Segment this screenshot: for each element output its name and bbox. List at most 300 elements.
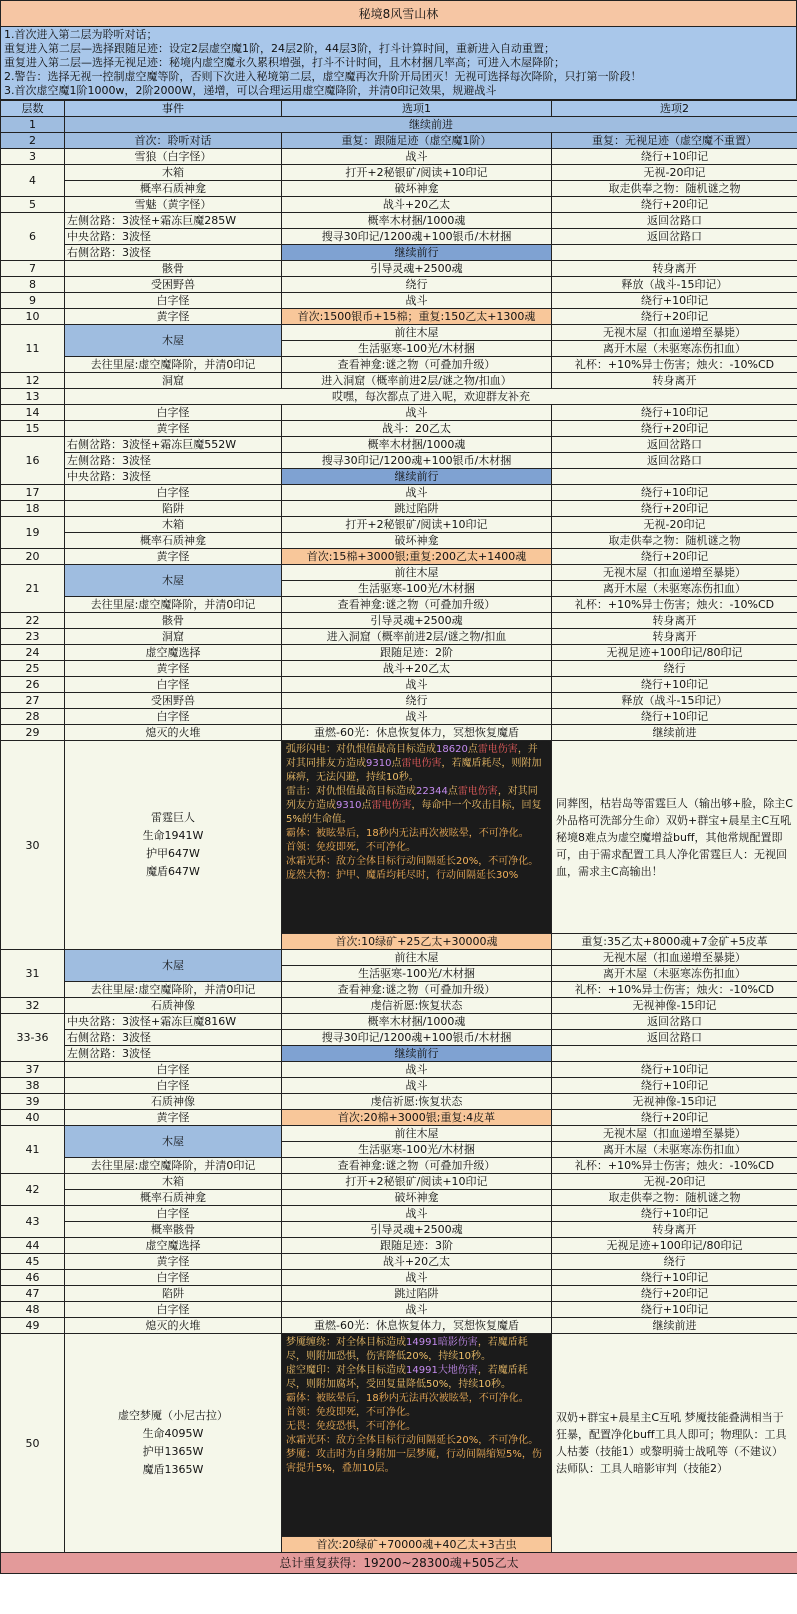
option2-cell: 无视神像-15印记 — [552, 1094, 797, 1110]
option1-cell: 首次:20棉+3000银;重复:4皮革 — [282, 1110, 552, 1126]
table-row — [1, 1238, 797, 1254]
table-row — [1, 149, 797, 165]
table-row — [1, 469, 797, 485]
table-row — [1, 229, 797, 245]
option2-cell: 绕行+20印记 — [552, 309, 797, 325]
event-cell: 白字怪 — [65, 1078, 282, 1094]
option1-cell: 虔信祈愿:恢复状态 — [282, 998, 552, 1014]
boss-skill: 弧形闪电：对仇恨值最高目标造成18620点雷电伤害，并对其同排友方造成9310点雷电伤害，若魔盾耗尽，则附加麻痹，无法闪避，持续10秒。 — [286, 744, 542, 783]
floor-number: 11 — [1, 325, 65, 373]
table-row — [1, 950, 797, 966]
floor-number: 41 — [1, 1126, 65, 1174]
event-cell: 概率石质神龛 — [65, 533, 282, 549]
floor-number: 9 — [1, 293, 65, 309]
event-cell: 左侧岔路：3波怪 — [65, 1046, 282, 1062]
event-cell: 木箱 — [65, 1174, 282, 1190]
floor-number: 15 — [1, 421, 65, 437]
option1-cell: 继续前行 — [282, 469, 552, 485]
option2-cell: 离开木屋（未驱寒冻伤扣血） — [552, 966, 797, 982]
floor-number: 40 — [1, 1110, 65, 1126]
table-row — [1, 309, 797, 325]
option1-cell: 生活驱寒-100光/木材捆 — [282, 581, 552, 597]
option1-cell: 进入洞窟（概率前进2层/谜之物/扣血 — [282, 629, 552, 645]
option2-cell: 绕行 — [552, 1254, 797, 1270]
option2-cell: 返回岔路口 — [552, 453, 797, 469]
option1-cell: 生活驱寒-100光/木材捆 — [282, 1142, 552, 1158]
boss-skill-box — [282, 741, 552, 934]
option1-cell: 绕行 — [282, 277, 552, 293]
table-row — [1, 1302, 797, 1318]
table-row — [1, 1334, 797, 1537]
floor-number: 16 — [1, 437, 65, 485]
note-line: 重复进入第二层—选择无视足迹：秘境内虚空魔永久累积增强，打斗不计时间，且木材捆几率高；可进入木屋降阶； — [4, 56, 565, 69]
event-cell: 中央岔路：3波怪+霜冻巨魔816W — [65, 1014, 282, 1030]
event-cell: 石质神像 — [65, 998, 282, 1014]
event-cell: 石质神像 — [65, 1094, 282, 1110]
floor-number: 46 — [1, 1270, 65, 1286]
option1-cell: 继续前行 — [282, 1046, 552, 1062]
option2-cell: 释放（战斗-15印记） — [552, 277, 797, 293]
option1-cell: 跳过陷阱 — [282, 1286, 552, 1302]
event-cell: 木屋 — [65, 325, 282, 357]
event-cell: 陷阱 — [65, 501, 282, 517]
table-row — [1, 485, 797, 501]
notes-block — [0, 27, 797, 100]
table-row — [1, 741, 797, 934]
option2-cell: 返回岔路口 — [552, 1014, 797, 1030]
boss-armor: 护甲1365W — [142, 1445, 204, 1458]
option2-cell: 取走供奉之物：随机谜之物 — [552, 181, 797, 197]
event-cell: 黄字怪 — [65, 1110, 282, 1126]
event-cell: 木箱 — [65, 165, 282, 181]
option1-cell: 跳过陷阱 — [282, 501, 552, 517]
floor-number: 25 — [1, 661, 65, 677]
event-cell: 白字怪 — [65, 709, 282, 725]
boss-armor: 护甲647W — [146, 847, 200, 860]
event-cell: 熄灭的火堆 — [65, 1318, 282, 1334]
option2-cell: 绕行+10印记 — [552, 149, 797, 165]
floor-number: 22 — [1, 613, 65, 629]
option1-cell: 虔信祈愿:恢复状态 — [282, 1094, 552, 1110]
event-cell: 陷阱 — [65, 1286, 282, 1302]
option1-cell: 战斗 — [282, 1078, 552, 1094]
option1-cell: 概率木材捆/1000魂 — [282, 437, 552, 453]
option2-cell: 离开木屋（未驱寒冻伤扣血） — [552, 341, 797, 357]
floor-number: 50 — [1, 1334, 65, 1553]
total-text: 总计重复获得：19200~28300魂+505乙太 — [1, 1553, 797, 1574]
event-cell: 木屋 — [65, 565, 282, 597]
option1-cell: 重燃-60光：休息恢复体力，冥想恢复魔盾 — [282, 725, 552, 741]
option2-cell: 转身离开 — [552, 373, 797, 389]
option1-cell: 搜寻30印记/1200魂+100银币/木材捆 — [282, 229, 552, 245]
option2-cell: 礼杯：+10%异士伤害；烛火：-10%CD — [552, 982, 797, 998]
table-row — [1, 549, 797, 565]
table-row — [1, 517, 797, 533]
option1-cell: 战斗 — [282, 1062, 552, 1078]
event-cell: 白字怪 — [65, 485, 282, 501]
table-row — [1, 677, 797, 693]
option1-cell: 战斗 — [282, 149, 552, 165]
option1-cell: 引导灵魂+2500魂 — [282, 613, 552, 629]
boss-passive: 首领：免疫即死，不可净化。 — [286, 1407, 416, 1418]
option1-cell: 战斗 — [282, 293, 552, 309]
option1-cell: 前往木屋 — [282, 565, 552, 581]
table-row — [1, 357, 797, 373]
floor-number: 26 — [1, 677, 65, 693]
option1-cell: 概率木材捆/1000魂 — [282, 213, 552, 229]
table-row — [1, 245, 797, 261]
event-cell: 去往里屋:虚空魔降阶，并清0印记 — [65, 357, 282, 373]
option1-cell: 生活驱寒-100光/木材捆 — [282, 966, 552, 982]
option1-cell: 绕行 — [282, 693, 552, 709]
option2-cell: 绕行+10印记 — [552, 1206, 797, 1222]
event-cell: 右侧岔路：3波怪+霜冻巨魔552W — [65, 437, 282, 453]
note-line: 重复进入第二层—选择跟随足迹：设定2层虚空魔1阶，24层2阶，44层3阶，打斗计算时间，重新进入自动重置； — [4, 42, 555, 55]
event-cell: 虚空魔选择 — [65, 645, 282, 661]
option2-cell: 离开木屋（未驱寒冻伤扣血） — [552, 1142, 797, 1158]
option2-cell: 无视木屋（扣血递增至暴毙） — [552, 1126, 797, 1142]
table-row — [1, 533, 797, 549]
floor-number: 42 — [1, 1174, 65, 1206]
table-row — [1, 565, 797, 581]
table-row — [1, 405, 797, 421]
event-cell: 洞窟 — [65, 629, 282, 645]
event-cell: 右侧岔路：3波怪 — [65, 245, 282, 261]
floor-number: 3 — [1, 149, 65, 165]
option2-cell: 无视-20印记 — [552, 517, 797, 533]
table-row — [1, 982, 797, 998]
event-cell: 概率石质神龛 — [65, 181, 282, 197]
floor-number: 32 — [1, 998, 65, 1014]
boss-passive: 无畏：免疫恐惧，不可净化。 — [286, 1421, 416, 1432]
option1-cell: 重复：跟随足迹（虚空魔1阶） — [282, 133, 552, 149]
floor-number: 17 — [1, 485, 65, 501]
table-row — [1, 453, 797, 469]
floor-number: 24 — [1, 645, 65, 661]
table-row — [1, 277, 797, 293]
row-span-text: 继续前进 — [65, 117, 797, 133]
boss-skill-box — [282, 1334, 552, 1537]
boss-skill: 虚空魔印：对全体目标造成14991大地伤害，若魔盾耗尽，则附加腐坏，受回复量降低50%，持续10秒。 — [286, 1365, 528, 1390]
event-cell: 木屋 — [65, 1126, 282, 1158]
option1-cell: 破坏神龛 — [282, 533, 552, 549]
option1-cell: 战斗 — [282, 709, 552, 725]
note-line: 2.警告：选择无视一控制虚空魔等阶，否则下次进入秘境第二层，虚空魔再次升阶开局团灭！无视可选择每次降阶，只打第一阶段！ — [4, 70, 642, 83]
table-row — [1, 261, 797, 277]
floor-number: 8 — [1, 277, 65, 293]
option1-cell: 前往木屋 — [282, 325, 552, 341]
table-row — [1, 1046, 797, 1062]
boss-info — [65, 1334, 282, 1553]
option2-cell: 无视-20印记 — [552, 1174, 797, 1190]
option2-cell: 绕行+20印记 — [552, 421, 797, 437]
table-row — [1, 1110, 797, 1126]
table-row — [1, 117, 797, 133]
option1-cell: 战斗：20乙太 — [282, 421, 552, 437]
table-row — [1, 373, 797, 389]
option1-cell: 查看神龛:谜之物（可叠加升级） — [282, 1158, 552, 1174]
option2-cell: 绕行+20印记 — [552, 1286, 797, 1302]
event-cell: 黄字怪 — [65, 309, 282, 325]
option2-cell: 绕行 — [552, 661, 797, 677]
option2-cell: 返回岔路口 — [552, 229, 797, 245]
option2-cell: 绕行+20印记 — [552, 197, 797, 213]
table-row — [1, 1014, 797, 1030]
note-line: 1.首次进入第二层为聆听对话； — [4, 28, 158, 41]
option2-cell: 返回岔路口 — [552, 213, 797, 229]
option2-cell: 无视木屋（扣血递增至暴毙） — [552, 565, 797, 581]
event-cell: 黄字怪 — [65, 549, 282, 565]
option2-cell: 无视足迹+100印记/80印记 — [552, 645, 797, 661]
floor-number: 47 — [1, 1286, 65, 1302]
floor-number: 13 — [1, 389, 65, 405]
option2-cell — [552, 1046, 797, 1062]
event-cell: 白字怪 — [65, 677, 282, 693]
option2-cell: 绕行+20印记 — [552, 501, 797, 517]
floor-number: 5 — [1, 197, 65, 213]
table-row — [1, 1174, 797, 1190]
event-cell: 熄灭的火堆 — [65, 725, 282, 741]
reward-first: 首次:20绿矿+70000魂+40乙太+3古虫 — [282, 1537, 552, 1553]
boss-skill: 梦魇缠绕：对全体目标造成14991暗影伤害，若魔盾耗尽，则附加恐惧，伤害降低20%，持续10秒。 — [286, 1337, 528, 1362]
option1-cell: 重燃-60光：休息恢复体力，冥想恢复魔盾 — [282, 1318, 552, 1334]
table-row — [1, 1062, 797, 1078]
option2-cell: 无视足迹+100印记/80印记 — [552, 1238, 797, 1254]
floor-number: 29 — [1, 725, 65, 741]
boss-name: 虚空梦魇（小尼古拉） — [118, 1409, 228, 1422]
option2-cell: 无视神像-15印记 — [552, 998, 797, 1014]
table-row — [1, 293, 797, 309]
reward-repeat: 重复:35乙太+8000魂+7金矿+5皮革 — [552, 934, 797, 950]
floor-number: 37 — [1, 1062, 65, 1078]
reward-first: 首次:10绿矿+25乙太+30000魂 — [282, 934, 552, 950]
event-cell: 中央岔路：3波怪 — [65, 469, 282, 485]
table-row — [1, 197, 797, 213]
table-row — [1, 1030, 797, 1046]
floor-number: 45 — [1, 1254, 65, 1270]
event-cell: 木屋 — [65, 950, 282, 982]
option1-cell: 跟随足迹：3阶 — [282, 1238, 552, 1254]
event-cell: 虚空魔选择 — [65, 1238, 282, 1254]
boss-info — [65, 741, 282, 950]
option1-cell: 跟随足迹：2阶 — [282, 645, 552, 661]
option2-cell: 礼杯：+10%异士伤害；烛火：-10%CD — [552, 597, 797, 613]
option1-cell: 搜寻30印记/1200魂+100银币/木材捆 — [282, 1030, 552, 1046]
event-cell: 雪狼（白字怪） — [65, 149, 282, 165]
table-row — [1, 165, 797, 181]
boss-passive: 冰霜光环：敌方全体目标行动间隔延长20%，不可净化。 — [286, 856, 539, 867]
table-row — [1, 1158, 797, 1174]
option2-cell: 重复：无视足迹（虚空魔不重置） — [552, 133, 797, 149]
option2-cell: 无视木屋（扣血递增至暴毙） — [552, 950, 797, 966]
total-row — [1, 1553, 797, 1574]
floor-number: 6 — [1, 213, 65, 261]
table-row — [1, 1254, 797, 1270]
option1-cell: 前往木屋 — [282, 950, 552, 966]
strategy-tip: 同葬图，枯岩岛等雷霆巨人（输出够+脸，除主C外品格可洗部分生命）双奶+群宝+晨星主C互吼 秘境8难点为虚空魔增益buff，其他常规配置即可，由于需求配置工具人净化雷霆巨人：无视回血，需求主C高输出！ — [552, 741, 797, 934]
table-row — [1, 709, 797, 725]
floor-number: 44 — [1, 1238, 65, 1254]
option1-cell: 查看神龛:谜之物（可叠加升级） — [282, 597, 552, 613]
boss-passive: 冰霜光环：敌方全体目标行动间隔延长20%，不可净化。 — [286, 1435, 539, 1446]
table-row — [1, 597, 797, 613]
event-cell: 雪魅（黄字怪） — [65, 197, 282, 213]
floor-number: 4 — [1, 165, 65, 197]
option1-cell: 战斗 — [282, 1206, 552, 1222]
event-cell: 白字怪 — [65, 1270, 282, 1286]
event-cell: 白字怪 — [65, 1206, 282, 1222]
option2-cell: 离开木屋（未驱寒冻伤扣血） — [552, 581, 797, 597]
floor-number: 21 — [1, 565, 65, 613]
boss-hp: 生命4095W — [142, 1427, 204, 1440]
option1-cell: 打开+2秘银矿/阅读+10印记 — [282, 165, 552, 181]
option2-cell: 继续前进 — [552, 1318, 797, 1334]
option2-cell: 绕行+10印记 — [552, 677, 797, 693]
row-span-text: 哎嘿，每次都点了进入呢，欢迎群友补充 — [65, 389, 797, 405]
event-cell: 受困野兽 — [65, 277, 282, 293]
event-cell: 概率骸骨 — [65, 1222, 282, 1238]
boss-passive: 梦魇：攻击时为自身附加一层梦魇，行动间隔缩短5%，伤害提升5%，叠加10层。 — [286, 1449, 542, 1474]
floor-number: 23 — [1, 629, 65, 645]
table-row — [1, 133, 797, 149]
option1-cell: 破坏神龛 — [282, 1190, 552, 1206]
option1-cell: 首次:1500银币+15棉；重复:150乙太+1300魂 — [282, 309, 552, 325]
option2-cell: 取走供奉之物：随机谜之物 — [552, 1190, 797, 1206]
boss-shield: 魔盾647W — [146, 865, 200, 878]
header-option1: 选项1 — [282, 101, 552, 117]
header-floor: 层数 — [1, 101, 65, 117]
boss-hp: 生命1941W — [142, 829, 204, 842]
option1-cell: 战斗+20乙太 — [282, 1254, 552, 1270]
floor-number: 27 — [1, 693, 65, 709]
option1-cell: 概率木材捆/1000魂 — [282, 1014, 552, 1030]
table-row — [1, 1206, 797, 1222]
option2-cell — [552, 245, 797, 261]
table-header — [1, 101, 797, 117]
table-row — [1, 1126, 797, 1142]
floor-number: 28 — [1, 709, 65, 725]
event-cell: 去往里屋:虚空魔降阶，并清0印记 — [65, 982, 282, 998]
floor-number: 1 — [1, 117, 65, 133]
event-cell: 白字怪 — [65, 1302, 282, 1318]
event-cell: 去往里屋:虚空魔降阶，并清0印记 — [65, 597, 282, 613]
floor-number: 38 — [1, 1078, 65, 1094]
table-row — [1, 629, 797, 645]
option2-cell — [552, 469, 797, 485]
event-cell: 受困野兽 — [65, 693, 282, 709]
option2-cell: 转身离开 — [552, 1222, 797, 1238]
event-cell: 白字怪 — [65, 405, 282, 421]
option2-cell: 无视木屋（扣血递增至暴毙） — [552, 325, 797, 341]
floor-number: 20 — [1, 549, 65, 565]
option1-cell: 打开+2秘银矿/阅读+10印记 — [282, 1174, 552, 1190]
option1-cell: 战斗+20乙太 — [282, 661, 552, 677]
option2-cell: 绕行+10印记 — [552, 405, 797, 421]
option2-cell: 绕行+20印记 — [552, 549, 797, 565]
option1-cell: 查看神龛:谜之物（可叠加升级） — [282, 982, 552, 998]
floor-number: 33-36 — [1, 1014, 65, 1062]
event-cell: 去往里屋:虚空魔降阶，并清0印记 — [65, 1158, 282, 1174]
option2-cell: 礼杯：+10%异士伤害；烛火：-10%CD — [552, 357, 797, 373]
table-row — [1, 1078, 797, 1094]
option1-cell: 战斗 — [282, 1302, 552, 1318]
option1-cell: 打开+2秘银矿/阅读+10印记 — [282, 517, 552, 533]
table-row — [1, 693, 797, 709]
floor-number: 48 — [1, 1302, 65, 1318]
option1-cell: 搜寻30印记/1200魂+100银币/木材捆 — [282, 453, 552, 469]
option2-cell: 绕行+20印记 — [552, 1110, 797, 1126]
event-cell: 白字怪 — [65, 1062, 282, 1078]
boss-shield: 魔盾1365W — [142, 1463, 204, 1476]
option2-cell: 绕行+10印记 — [552, 709, 797, 725]
table-row — [1, 213, 797, 229]
table-row — [1, 1094, 797, 1110]
table-row — [1, 421, 797, 437]
table-row — [1, 1270, 797, 1286]
option1-cell: 生活驱寒-100光/木材捆 — [282, 341, 552, 357]
event-cell: 首次：聆听对话 — [65, 133, 282, 149]
event-cell: 黄字怪 — [65, 1254, 282, 1270]
floor-number: 2 — [1, 133, 65, 149]
strategy-tip: 双奶+群宝+晨星主C互吼 梦魇技能叠满相当于狂暴，配置净化buff工具人即可；物理队：工具人枯萎（技能1）或黎明骑士战吼等（不建议）法师队：工具人暗影审判（技能2） — [552, 1334, 797, 1553]
option1-cell: 引导灵魂+2500魂 — [282, 261, 552, 277]
option2-cell: 转身离开 — [552, 261, 797, 277]
floor-number: 39 — [1, 1094, 65, 1110]
option1-cell: 战斗 — [282, 677, 552, 693]
floor-number: 43 — [1, 1206, 65, 1238]
option2-cell: 转身离开 — [552, 613, 797, 629]
option2-cell: 继续前进 — [552, 725, 797, 741]
boss-passive: 首领：免疫即死，不可净化。 — [286, 842, 416, 853]
table-row — [1, 998, 797, 1014]
boss-name: 雷霆巨人 — [151, 811, 195, 824]
table-row — [1, 613, 797, 629]
event-cell: 左侧岔路：3波怪 — [65, 453, 282, 469]
option2-cell: 绕行+10印记 — [552, 1270, 797, 1286]
option1-cell: 战斗 — [282, 1270, 552, 1286]
sheet-title: 秘境8风雪山林 — [0, 0, 797, 27]
event-cell: 木箱 — [65, 517, 282, 533]
event-cell: 白字怪 — [65, 293, 282, 309]
header-option2: 选项2 — [552, 101, 797, 117]
option2-cell: 绕行+10印记 — [552, 1062, 797, 1078]
table-row — [1, 181, 797, 197]
table-row — [1, 661, 797, 677]
option1-cell: 查看神龛:谜之物（可叠加升级） — [282, 357, 552, 373]
option1-cell: 首次:15棉+3000银;重复:200乙太+1400魂 — [282, 549, 552, 565]
floor-number: 19 — [1, 517, 65, 549]
table-row — [1, 325, 797, 341]
option1-cell: 前往木屋 — [282, 1126, 552, 1142]
event-cell: 骸骨 — [65, 613, 282, 629]
table-row — [1, 725, 797, 741]
table-row — [1, 1190, 797, 1206]
option2-cell: 无视-20印记 — [552, 165, 797, 181]
boss-passive: 霸体：被眩晕后，18秒内无法再次被眩晕，不可净化。 — [286, 1393, 529, 1404]
option2-cell: 释放（战斗-15印记） — [552, 693, 797, 709]
floor-number: 7 — [1, 261, 65, 277]
option2-cell: 绕行+10印记 — [552, 1078, 797, 1094]
option1-cell: 继续前行 — [282, 245, 552, 261]
option2-cell: 绕行+10印记 — [552, 293, 797, 309]
option2-cell: 绕行+10印记 — [552, 1302, 797, 1318]
option2-cell: 礼杯：+10%异士伤害；烛火：-10%CD — [552, 1158, 797, 1174]
table-row — [1, 437, 797, 453]
option2-cell: 返回岔路口 — [552, 437, 797, 453]
option1-cell: 战斗 — [282, 485, 552, 501]
table-row — [1, 1318, 797, 1334]
boss-passive: 霸体：被眩晕后，18秒内无法再次被眩晕，不可净化。 — [286, 828, 529, 839]
